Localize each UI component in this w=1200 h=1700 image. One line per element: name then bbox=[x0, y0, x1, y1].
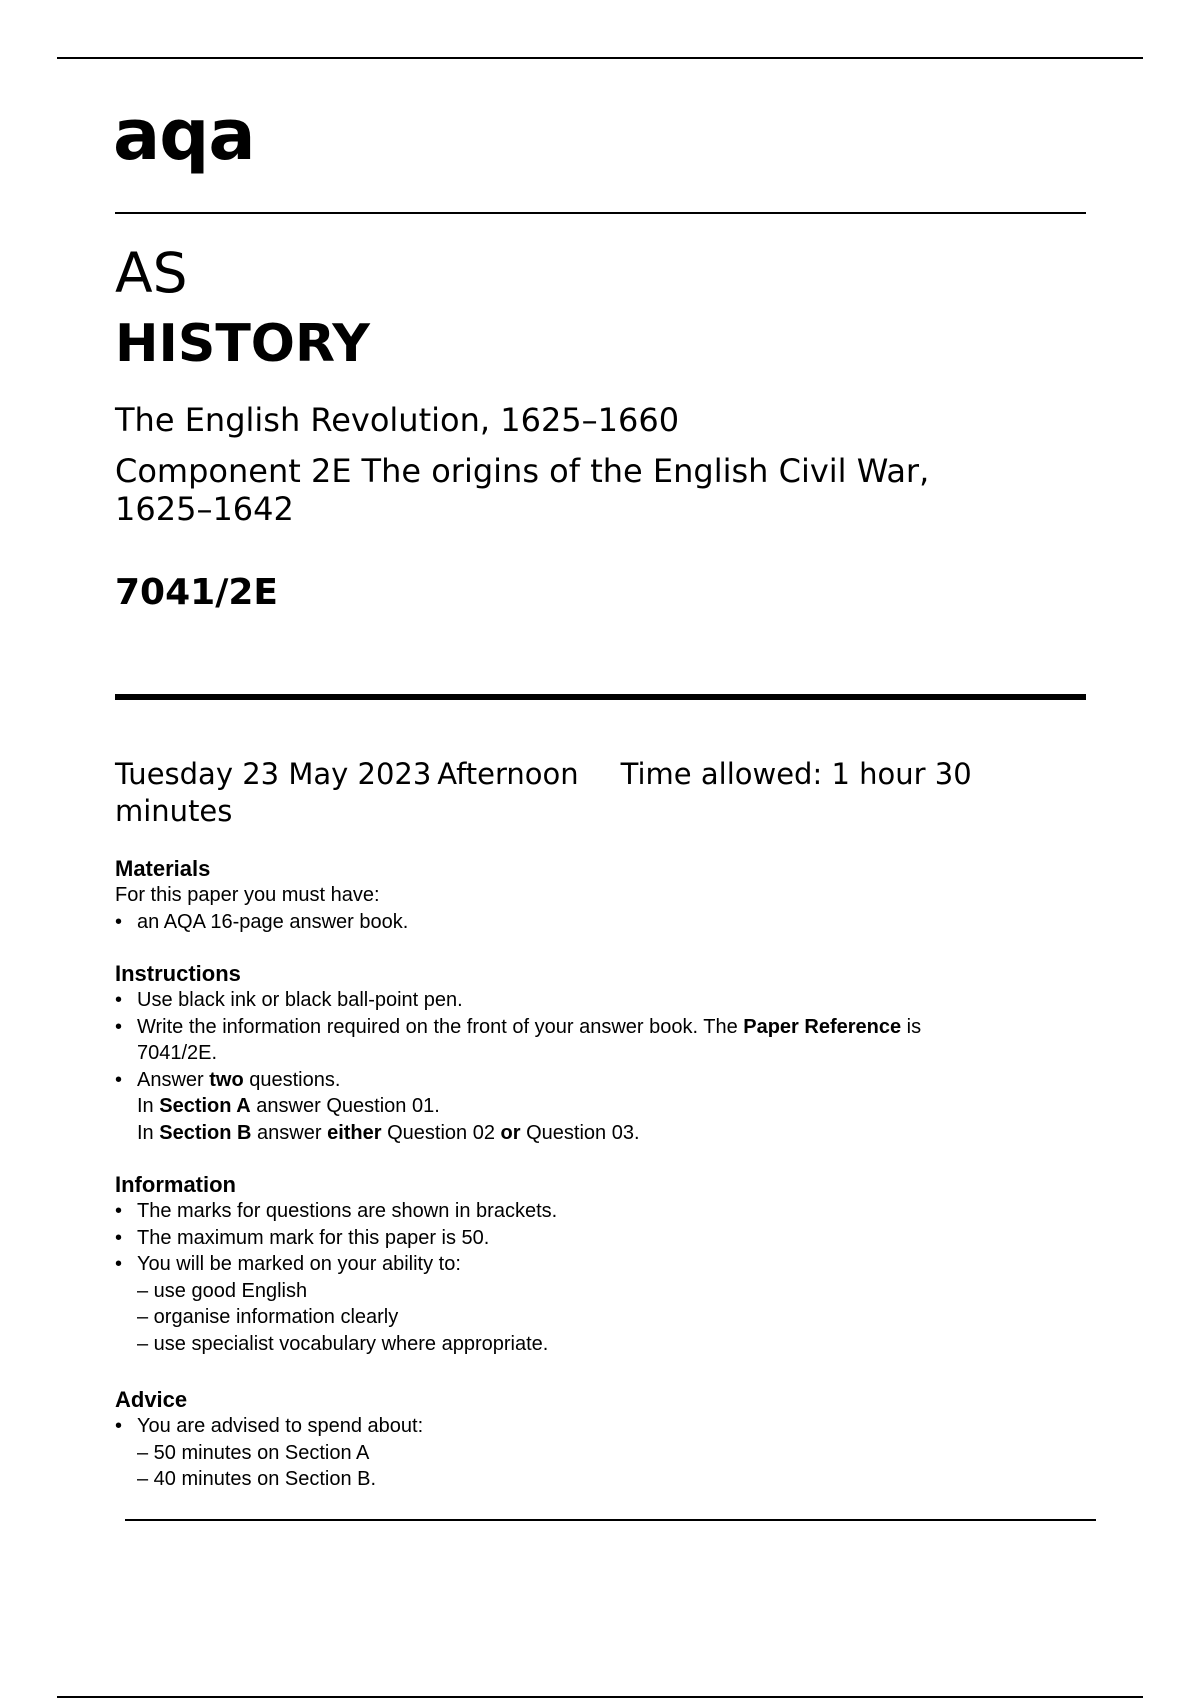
materials-item-text: an AQA 16-page answer book. bbox=[137, 910, 409, 933]
materials-section bbox=[115, 856, 1065, 935]
instruction-text: answer Question 01. bbox=[250, 1095, 440, 1117]
instruction-text: In bbox=[137, 1121, 160, 1144]
information-item bbox=[115, 1251, 1065, 1278]
bottom-rule bbox=[57, 1696, 1143, 1698]
information-subitem: – use good English bbox=[137, 1279, 308, 1302]
instructions-item-text: Answer bbox=[137, 1068, 210, 1091]
information-heading: Information bbox=[115, 1172, 236, 1197]
instructions-item-text: Write the information required on the front of your answer book. The bbox=[137, 1015, 744, 1038]
information-subitem: – organise information clearly bbox=[137, 1306, 399, 1328]
instruction-text: Question 02 bbox=[381, 1121, 501, 1144]
instructions-section bbox=[115, 961, 1065, 1146]
component-years: 1625–1642 bbox=[115, 490, 294, 528]
instructions-heading: Instructions bbox=[115, 961, 241, 986]
paper-code: 7041/2E bbox=[115, 572, 278, 613]
information-item-text: You will be marked on your ability to: bbox=[137, 1253, 461, 1275]
time-allowed-cont: minutes bbox=[115, 794, 233, 828]
emphasis-two: two bbox=[209, 1068, 244, 1091]
time-allowed: Time allowed: 1 hour 30 bbox=[620, 757, 972, 791]
instructions-item bbox=[115, 1014, 1065, 1041]
bullet-glyph: • bbox=[115, 1068, 123, 1091]
aqa-logo: aqa bbox=[113, 94, 255, 176]
advice-item bbox=[115, 1413, 1065, 1440]
information-item-text: The marks for questions are shown in brackets. bbox=[137, 1200, 558, 1222]
instructions-item bbox=[115, 987, 1065, 1014]
advice-subitem: – 40 minutes on Section B. bbox=[137, 1468, 377, 1490]
exam-date: Tuesday 23 May 2023 bbox=[115, 757, 432, 791]
information-item bbox=[115, 1225, 1065, 1252]
bullet-glyph: • bbox=[115, 910, 123, 933]
materials-heading: Materials bbox=[115, 856, 211, 881]
exam-session: Afternoon bbox=[437, 757, 579, 791]
bullet-glyph: • bbox=[115, 989, 123, 1011]
top-rule bbox=[57, 57, 1143, 59]
bullet-glyph: • bbox=[115, 1226, 123, 1249]
advice-section bbox=[115, 1387, 1065, 1493]
materials-item bbox=[115, 909, 1065, 936]
instructions-item-text: questions. bbox=[243, 1068, 341, 1091]
bullet-glyph: • bbox=[115, 1200, 123, 1222]
logo-divider bbox=[115, 212, 1086, 214]
instruction-text: answer bbox=[251, 1121, 328, 1144]
paper-title: The English Revolution, 1625–1660 bbox=[115, 401, 680, 439]
information-item-text: The maximum mark for this paper is 50. bbox=[137, 1226, 490, 1249]
exam-details bbox=[115, 756, 1065, 830]
bullet-glyph: • bbox=[115, 1415, 123, 1437]
advice-subitem: – 50 minutes on Section A bbox=[137, 1441, 370, 1464]
paper-reference-label: Paper Reference bbox=[743, 1015, 902, 1038]
instruction-text: In bbox=[137, 1095, 160, 1117]
advice-heading: Advice bbox=[115, 1387, 188, 1412]
bullet-glyph: • bbox=[115, 1015, 123, 1038]
thick-divider bbox=[115, 694, 1086, 700]
information-subitem: – use specialist vocabulary where appropriate. bbox=[137, 1332, 549, 1355]
component-title bbox=[115, 452, 1015, 528]
section-a-instruction bbox=[115, 1093, 1065, 1120]
instructions-item bbox=[115, 1067, 1065, 1094]
subject-title: HISTORY bbox=[115, 314, 370, 374]
advice-item-text: You are advised to spend about: bbox=[137, 1415, 424, 1437]
lower-divider bbox=[125, 1519, 1096, 1521]
emphasis-or: or bbox=[500, 1121, 521, 1144]
information-section bbox=[115, 1172, 1065, 1357]
section-b-label: Section B bbox=[159, 1121, 252, 1144]
emphasis-either: either bbox=[327, 1121, 382, 1144]
materials-intro: For this paper you must have: bbox=[115, 884, 380, 906]
instructions-item-cont: 7041/2E. bbox=[137, 1042, 218, 1064]
bullet-glyph: • bbox=[115, 1253, 123, 1275]
instructions-item-text: Use black ink or black ball-point pen. bbox=[137, 989, 463, 1011]
section-b-instruction bbox=[115, 1120, 1065, 1147]
qualification-level: AS bbox=[115, 241, 188, 305]
component-name: The origins of the English Civil War, bbox=[361, 452, 930, 490]
section-a-label: Section A bbox=[159, 1095, 251, 1117]
component-label: Component 2E bbox=[115, 452, 352, 490]
information-item bbox=[115, 1198, 1065, 1225]
instructions-item-text: is bbox=[901, 1015, 922, 1038]
instruction-text: Question 03. bbox=[520, 1121, 640, 1144]
